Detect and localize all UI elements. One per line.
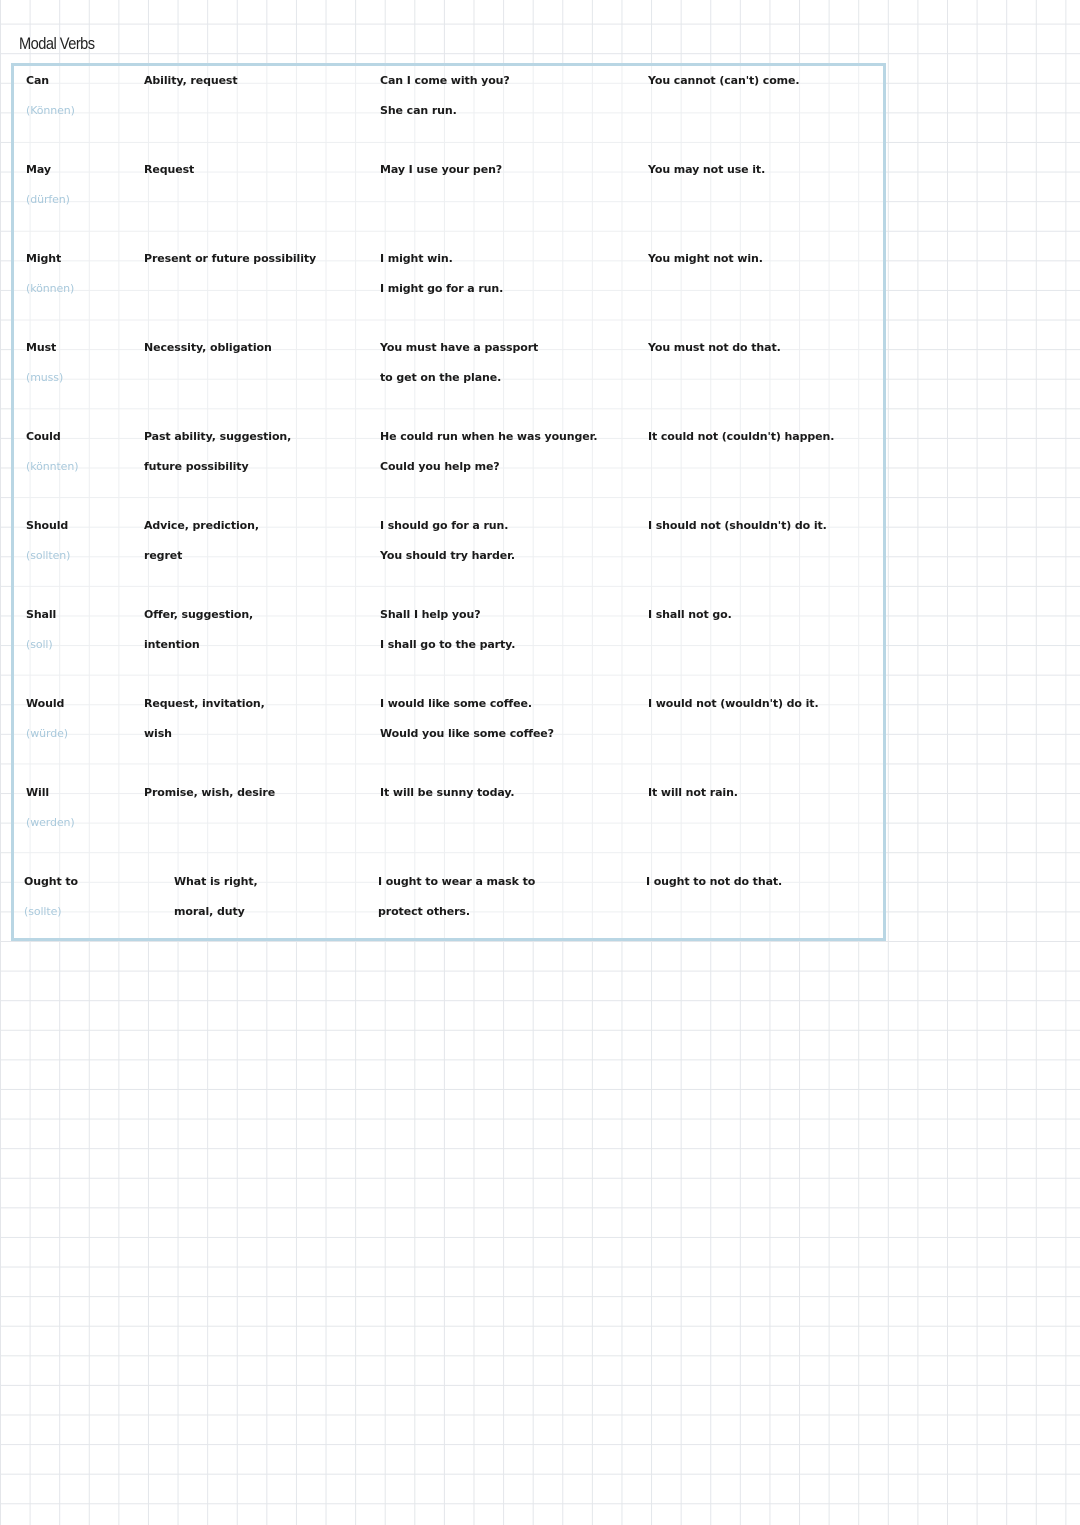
negative-cell xyxy=(648,689,819,719)
usage-cell xyxy=(144,600,253,659)
negative-cell xyxy=(648,333,781,363)
example-text: She can run. xyxy=(380,103,457,117)
example-cell xyxy=(380,511,515,570)
usage-text: intention xyxy=(144,637,200,651)
verb-cell xyxy=(26,244,74,303)
example-text: Can I come with you? xyxy=(380,74,510,87)
german-translation: (sollten) xyxy=(26,548,71,562)
usage-text: regret xyxy=(144,548,183,562)
negative-text: It will not rain. xyxy=(648,786,738,799)
table-row-would xyxy=(14,689,883,778)
negative-cell xyxy=(648,778,738,808)
german-translation: (können) xyxy=(26,281,75,295)
usage-text: Request xyxy=(144,163,195,176)
example-cell xyxy=(380,333,538,392)
negative-cell xyxy=(648,511,827,541)
verb-cell xyxy=(26,66,75,125)
example-text: protect others. xyxy=(378,904,470,918)
usage-text: Advice, prediction, xyxy=(144,519,259,532)
german-translation: (muss) xyxy=(26,370,64,384)
negative-text: You may not use it. xyxy=(648,163,766,176)
example-text: It will be sunny today. xyxy=(380,786,515,799)
negative-cell xyxy=(648,422,834,452)
example-cell xyxy=(380,689,554,748)
example-text: Could you help me? xyxy=(380,459,500,473)
verb-cell xyxy=(26,155,70,214)
verb-name: Can xyxy=(26,74,50,87)
verb-name: Could xyxy=(26,430,61,443)
example-text: I ought to wear a mask to xyxy=(378,875,536,888)
example-text: I might win. xyxy=(380,252,453,265)
example-text: I would like some coffee. xyxy=(380,697,532,710)
usage-cell xyxy=(144,689,265,748)
table-row-will xyxy=(14,778,883,867)
example-text: You should try harder. xyxy=(380,548,515,562)
verb-cell xyxy=(26,511,70,570)
negative-cell xyxy=(648,66,800,96)
negative-text: I would not (wouldn't) do it. xyxy=(648,697,819,710)
example-cell xyxy=(380,155,502,185)
table-row-can xyxy=(14,66,883,155)
example-text: I shall go to the party. xyxy=(380,637,516,651)
verb-cell xyxy=(26,333,63,392)
verb-cell xyxy=(26,689,68,748)
verb-name: Will xyxy=(26,786,50,799)
table-row-should xyxy=(14,511,883,600)
negative-text: You must not do that. xyxy=(648,341,781,354)
example-text: You must have a passport xyxy=(380,341,539,354)
negative-cell xyxy=(648,244,763,274)
verb-name: May xyxy=(26,163,51,176)
usage-cell xyxy=(144,422,291,481)
example-cell xyxy=(380,66,510,125)
example-cell xyxy=(380,778,515,808)
example-cell xyxy=(378,867,535,926)
example-text: I should go for a run. xyxy=(380,519,509,532)
german-translation: (dürfen) xyxy=(26,192,70,206)
negative-cell xyxy=(648,600,732,630)
example-text: Would you like some coffee? xyxy=(380,726,554,740)
verb-cell xyxy=(26,600,56,659)
usage-text: Past ability, suggestion, xyxy=(144,430,292,443)
negative-text: I ought to not do that. xyxy=(646,875,783,888)
german-translation: (Können) xyxy=(26,103,75,117)
table-row-ought-to xyxy=(14,867,883,956)
usage-text: moral, duty xyxy=(174,904,245,918)
usage-cell xyxy=(144,778,275,808)
verb-name: Would xyxy=(26,697,65,710)
example-cell xyxy=(380,600,515,659)
usage-text: wish xyxy=(144,726,172,740)
negative-text: I should not (shouldn't) do it. xyxy=(648,519,827,532)
german-translation: (könnten) xyxy=(26,459,79,473)
usage-text: Present or future possibility xyxy=(144,252,317,265)
usage-cell xyxy=(144,333,272,363)
negative-cell xyxy=(646,867,782,897)
verb-name: Must xyxy=(26,341,57,354)
table-row-could xyxy=(14,422,883,511)
negative-text: I shall not go. xyxy=(648,608,732,621)
verb-name: Ought to xyxy=(24,875,78,888)
usage-text: Offer, suggestion, xyxy=(144,608,254,621)
table-row-shall xyxy=(14,600,883,689)
table-row-must xyxy=(14,333,883,422)
usage-text: Request, invitation, xyxy=(144,697,265,710)
example-cell xyxy=(380,244,503,303)
german-translation: (werden) xyxy=(26,815,75,829)
page-title: Modal Verbs xyxy=(19,34,95,53)
usage-cell xyxy=(144,155,194,185)
negative-cell xyxy=(648,155,765,185)
negative-text: You cannot (can't) come. xyxy=(648,74,800,87)
verb-name: Should xyxy=(26,519,69,532)
usage-cell xyxy=(144,511,259,570)
example-cell xyxy=(380,422,597,481)
verb-name: Might xyxy=(26,252,62,265)
verb-cell xyxy=(26,422,78,481)
usage-cell xyxy=(174,867,258,926)
example-text: I might go for a run. xyxy=(380,281,504,295)
usage-cell xyxy=(144,66,238,96)
modal-verbs-table xyxy=(11,63,886,941)
negative-text: It could not (couldn't) happen. xyxy=(648,430,835,443)
usage-text: What is right, xyxy=(174,875,258,888)
verb-cell xyxy=(24,867,78,926)
german-translation: (sollte) xyxy=(24,904,62,918)
german-translation: (würde) xyxy=(26,726,68,740)
usage-text: Ability, request xyxy=(144,74,238,87)
usage-cell xyxy=(144,244,316,274)
example-text: May I use your pen? xyxy=(380,163,503,176)
usage-text: Promise, wish, desire xyxy=(144,786,276,799)
usage-text: Necessity, obligation xyxy=(144,341,272,354)
verb-cell xyxy=(26,778,75,837)
german-translation: (soll) xyxy=(26,637,53,651)
table-row-might xyxy=(14,244,883,333)
example-text: He could run when he was younger. xyxy=(380,430,598,443)
example-text: to get on the plane. xyxy=(380,370,502,384)
verb-name: Shall xyxy=(26,608,57,621)
usage-text: future possibility xyxy=(144,459,249,473)
example-text: Shall I help you? xyxy=(380,608,481,621)
negative-text: You might not win. xyxy=(648,252,763,265)
table-row-may xyxy=(14,155,883,244)
